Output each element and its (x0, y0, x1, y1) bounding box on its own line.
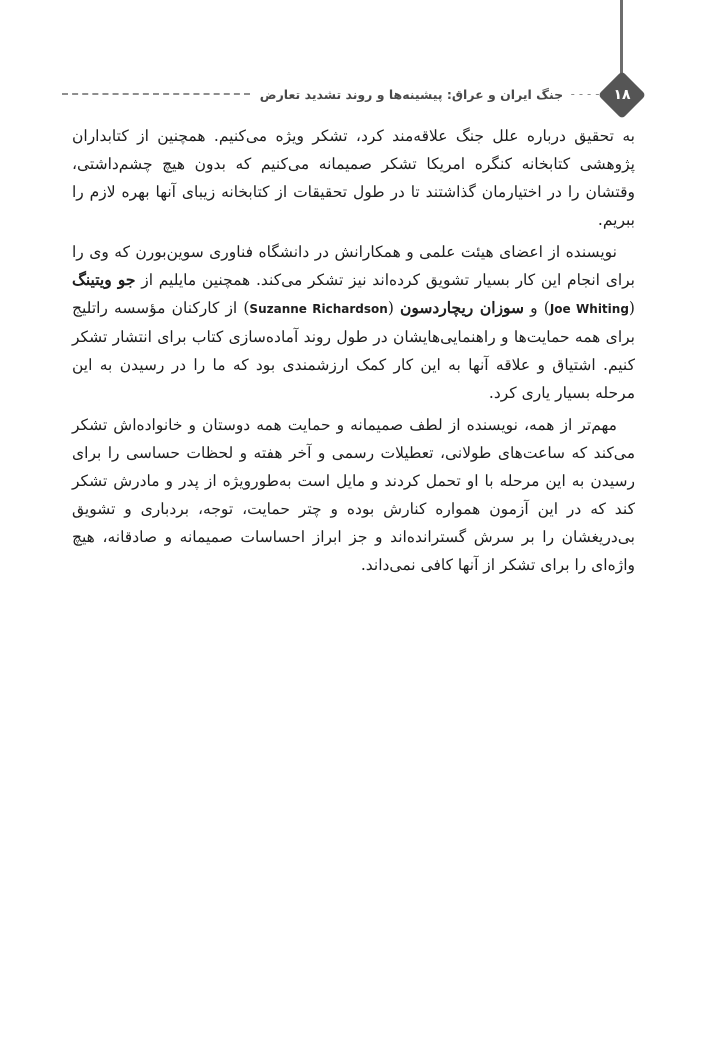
header-rule (62, 93, 250, 95)
name-joe-whiting: جو ویتینگ (72, 270, 136, 289)
paragraph-text: نویسنده از اعضای هیئت علمی و همکارانش در دانشگاه فناوری سوین‌بورن که وی را برای انجام این کار بسیار تشویق کرده‌اند نیز تشکر می‌کند. همچنین مایلیم از (72, 243, 635, 289)
spine-line (620, 0, 623, 82)
paragraph-text: از کارکنان مؤسسه راتلیج برای همه حمایت‌ها و راهنمایی‌هایشان در طول روند آماده‌سازی کتاب برای انتشار تشکر کنیم. اشتیاق و علاقه آنها به این کار کمک ارزشمندی بود که ما را در رسیدن به این مرحله بسیار یاری کرد. (72, 299, 635, 402)
conjunction: و (524, 299, 544, 317)
running-head (62, 84, 602, 104)
name-suzanne-richardson: سوزان ریچاردسون (400, 298, 525, 317)
header-dashes: ---- (569, 87, 602, 101)
paragraph-continuation: به تحقیق درباره علل جنگ علاقه‌مند کرد، تشکر ویژه می‌کنیم. همچنین از کتابداران پژوهشی کتابخانه کنگره امریکا تشکر صمیمانه می‌کنیم که بدون هیچ چشم‌داشتی، وقتشان را در اختیارمان گذاشتند تا در طول تحقیقات از کتابخانه زیبای آنها بهره لازم را ببریم. (72, 127, 635, 229)
page-number: ۱۸ (613, 87, 631, 103)
paragraph-acknowledgements-colleagues: نویسنده از اعضای هیئت علمی و همکارانش در دانشگاه فناوری سوین‌بورن که وی را برای انجام این کار بسیار تشویق کرده‌اند نیز تشکر می‌کند. همچنین مایلیم از جو ویتینگ (Joe Whiting) و سوزان ریچاردسون (Suzanne Richardson) از کارکنان مؤسسه راتلیج برای همه حمایت‌ها و راهنمایی‌هایشان در طول روند آماده‌سازی کتاب برای انتشار تشکر کنیم. اشتیاق و علاقه آنها به این کار کمک ارزشمندی بود که ما را در رسیدن به این مرحله بسیار یاری کرد. (72, 243, 635, 402)
page-body (72, 122, 635, 583)
paragraph-acknowledgements-family: مهم‌تر از همه، نویسنده از لطف صمیمانه و حمایت همه دوستان و خانواده‌اش تشکر می‌کند که ساعت‌های طولانی، تعطیلات رسمی و آخر هفته و لحظات حساسی را برای رسیدن به این مرحله با او تحمل کردند و مایل است به‌طورویژه از پدر و مادرش تشکر کند که در این آزمون همواره کنارش بوده و چتر حمایت، توجه، بردباری و تشویق بی‌دریغشان را بر سرش گسترانده‌اند و جز ابراز احساسات صمیمانه و صادقانه، هیچ واژه‌ای را برای تشکر از آنها کافی نمی‌داند. (72, 416, 635, 574)
running-title: جنگ ایران و عراق: پیشینه‌ها و روند تشدید تعارض (259, 86, 564, 102)
name-joe-whiting-latin: Joe Whiting (549, 302, 629, 316)
name-suzanne-richardson-latin: Suzanne Richardson (249, 302, 388, 316)
